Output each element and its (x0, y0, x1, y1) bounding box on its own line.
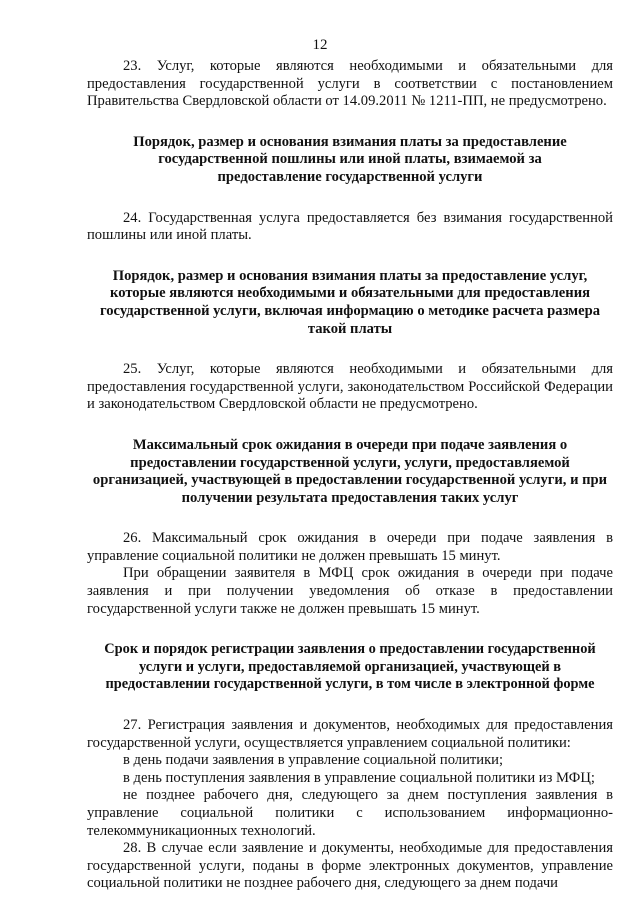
page-number: 12 (312, 37, 328, 53)
heading-fee-state-duty: Порядок, размер и основания взимания платы за предоставление государственной пошлины или иной платы, взимаемой за предоставление государственной услуги (133, 133, 567, 185)
paragraph-27-item-b: в день поступления заявления в управление социальной политики из МФЦ; (123, 769, 595, 786)
heading-registration: Срок и порядок регистрации заявления о предоставлении государственной услуги и услуги, предоставляемой организацией, участвующей в предоставлении государственной услуги, в том числе в электронной форме (104, 641, 596, 693)
paragraph-26-continued: При обращении заявителя в МФЦ срок ожидания в очереди при подаче заявления и при получении уведомления об отказе в предоставлении государственной услуги также не должен превышать 15 минут. (87, 565, 613, 617)
heading-max-wait-time: Максимальный срок ожидания в очереди при подаче заявления о предоставлении государственной услуги, услуги, предоставляемой организацией, участвующей в предоставлении государственной услуги, и при получении результата предоставления таких услуг (92, 436, 608, 506)
paragraph-26: 26. Максимальный срок ожидания в очереди при подаче заявления в управление социальной политики не должен превышать 15 минут. (87, 530, 613, 564)
paragraph-25: 25. Услуг, которые являются необходимыми и обязательными для предоставления государственной услуги, законодательством Российской Федерации и законодательством Свердловской области не предусмотрено. (87, 361, 613, 413)
paragraph-27: 27. Регистрация заявления и документов, необходимых для предоставления государственной услуги, осуществляется управлением социальной политики: (87, 717, 613, 751)
heading-fee-required-services: Порядок, размер и основания взимания платы за предоставление услуг, которые являются необходимыми и обязательными для предоставления государственной услуги, включая информацию о методике расчета размера такой платы (99, 267, 601, 337)
paragraph-27-item-a: в день подачи заявления в управление социальной политики; (123, 752, 504, 769)
paragraph-28: 28. В случае если заявление и документы, необходимые для предоставления государственной услуги, поданы в форме электронных документов, управление социальной политики не позднее рабочего дня, следующего за днем подачи (87, 840, 613, 892)
paragraph-27-item-c: не позднее рабочего дня, следующего за днем поступления заявления в управление социальной политики с использованием информационно-телекоммуникационных технологий. (87, 787, 613, 839)
paragraph-23: 23. Услуг, которые являются необходимыми и обязательными для предоставления государственной услуги в соответствии с постановлением Правительства Свердловской области от 14.09.2011 № 1211-ПП, не предусмотрено. (87, 58, 613, 110)
paragraph-24: 24. Государственная услуга предоставляется без взимания государственной пошлины или иной платы. (87, 209, 613, 244)
page-content (87, 58, 613, 893)
